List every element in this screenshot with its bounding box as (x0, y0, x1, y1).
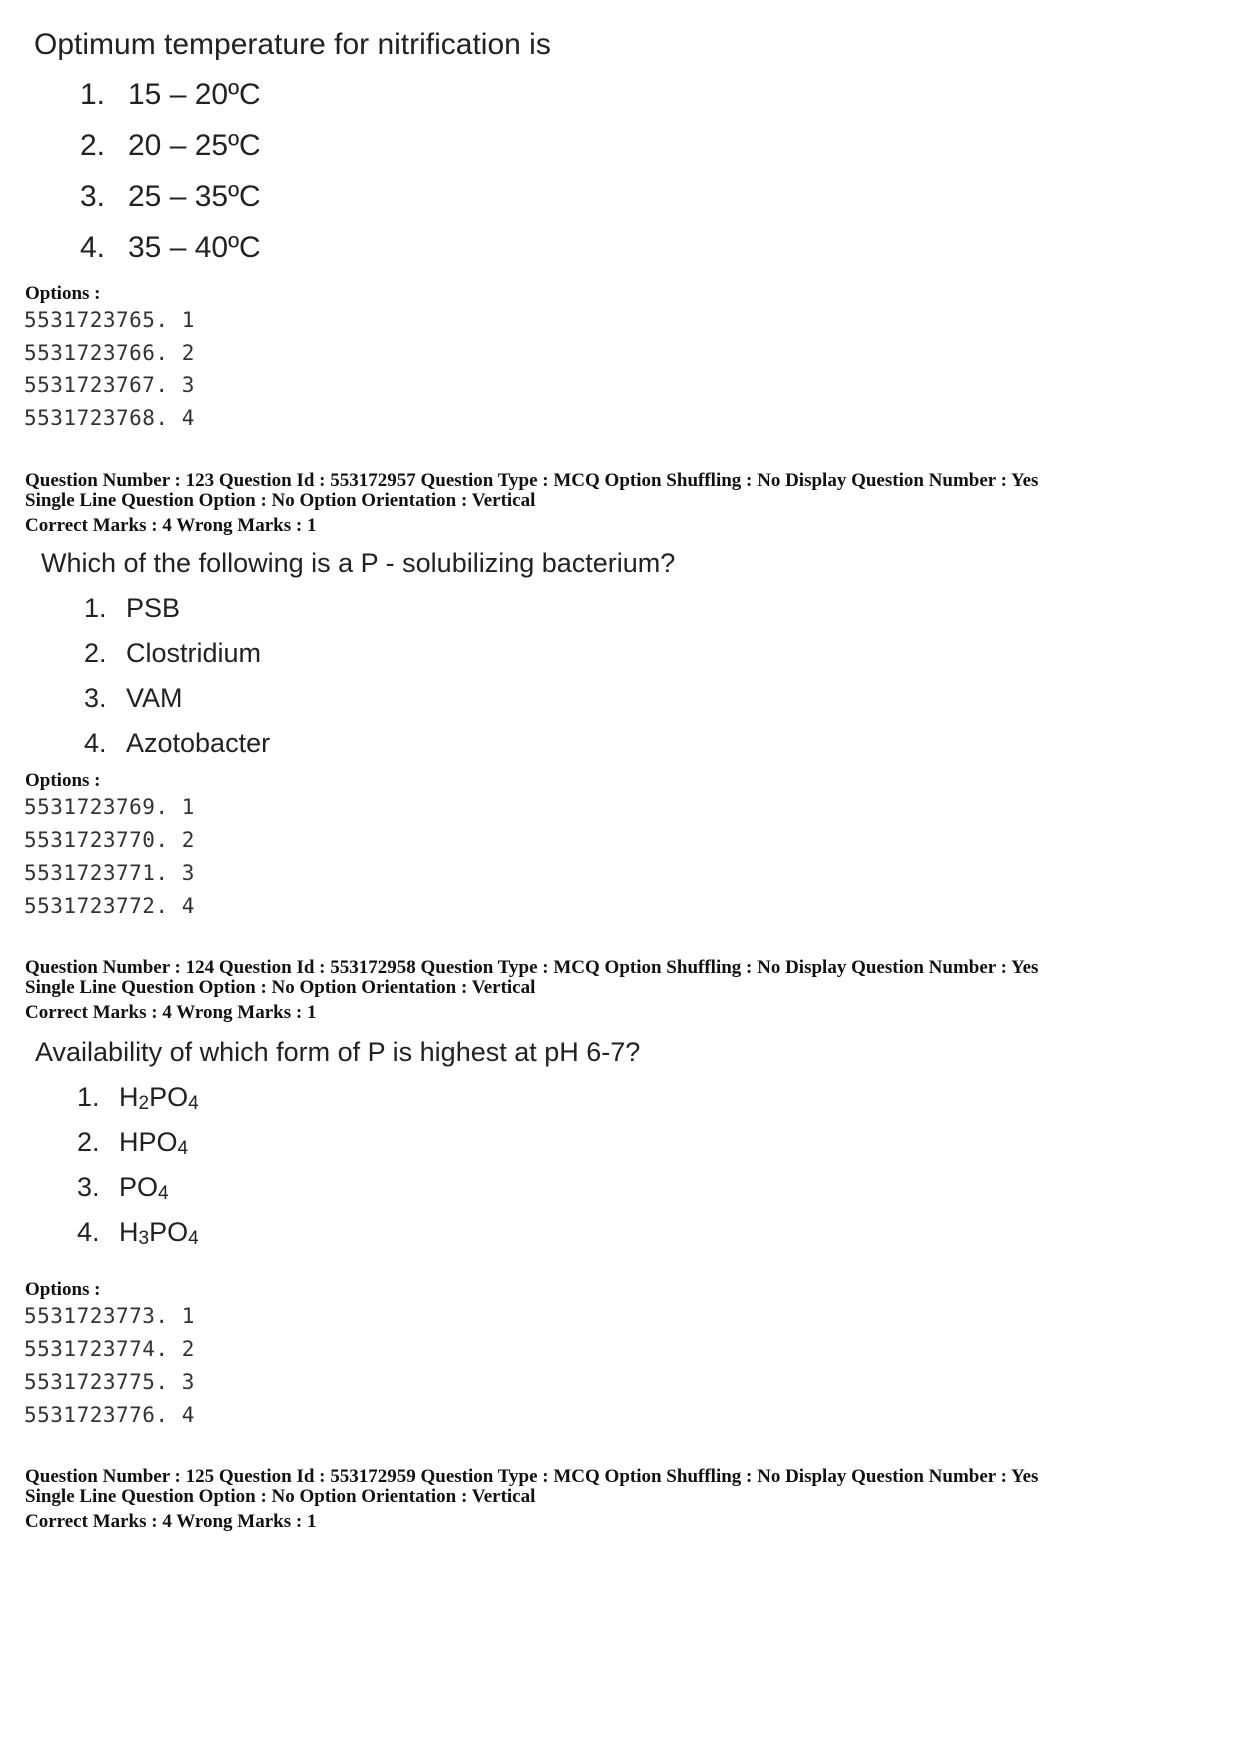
formula-part: PO (149, 1082, 189, 1112)
option-id-row: 5531723765. 1 (24, 308, 195, 332)
question-124-stem: Availability of which form of P is highest at pH 6-7? (35, 1037, 641, 1067)
formula-part: PO (149, 1217, 189, 1247)
question-125-meta-line-1: Question Number : 125 Question Id : 553172959 Question Type : MCQ Option Shuffling : No Display Question Number : Yes (25, 1466, 1039, 1487)
question-125-meta-line-2: Single Line Question Option : No Option Orientation : Vertical (25, 1486, 536, 1507)
option-id-row: 5531723771. 3 (24, 861, 195, 885)
choice-text: VAM (126, 683, 183, 713)
choice-number: 3. (80, 180, 106, 213)
option-id-row: 5531723773. 1 (24, 1304, 195, 1328)
formula-part: PO (119, 1172, 159, 1202)
choice-text: 35 – 40ºC (128, 231, 261, 264)
option-id-row: 5531723776. 4 (24, 1403, 195, 1427)
question-123-meta-line-2: Single Line Question Option : No Option Orientation : Vertical (25, 490, 536, 511)
choice-number: 1. (84, 593, 107, 623)
options-label: Options : (25, 770, 101, 791)
question-122-stem: Optimum temperature for nitrification is (34, 28, 551, 61)
question-123-choice-3 (84, 683, 183, 714)
question-125-marks: Correct Marks : 4 Wrong Marks : 1 (25, 1511, 317, 1532)
choice-number: 2. (77, 1127, 100, 1157)
option-id-row: 5531723767. 3 (24, 373, 195, 397)
choice-number: 4. (80, 231, 106, 264)
question-123-marks: Correct Marks : 4 Wrong Marks : 1 (25, 515, 317, 536)
option-id-row: 5531723766. 2 (24, 341, 195, 365)
question-122-choice-4 (80, 231, 261, 265)
question-123-choice-4 (84, 728, 270, 759)
question-122-choice-1 (80, 78, 261, 112)
question-124-choice-1 (77, 1082, 199, 1115)
choice-text: Azotobacter (126, 728, 271, 758)
question-124-choice-4 (77, 1217, 199, 1250)
choice-number: 3. (84, 683, 107, 713)
formula-part: HPO (119, 1127, 178, 1157)
option-id-row: 5531723769. 1 (24, 795, 195, 819)
choice-text: 15 – 20ºC (128, 78, 261, 111)
question-124-meta-line-2: Single Line Question Option : No Option Orientation : Vertical (25, 977, 536, 998)
question-124-marks: Correct Marks : 4 Wrong Marks : 1 (25, 1002, 317, 1023)
question-123-meta-line-1: Question Number : 123 Question Id : 553172957 Question Type : MCQ Option Shuffling : No Display Question Number : Yes (25, 470, 1039, 491)
choice-text: 25 – 35ºC (128, 180, 261, 213)
choice-text: Clostridium (126, 638, 262, 668)
formula-subscript: 4 (188, 1228, 199, 1249)
options-label: Options : (25, 283, 101, 304)
choice-number: 4. (77, 1217, 100, 1247)
option-id-row: 5531723775. 3 (24, 1370, 195, 1394)
formula-subscript: 4 (188, 1093, 199, 1114)
option-id-row: 5531723772. 4 (24, 894, 195, 918)
choice-number: 2. (80, 129, 106, 162)
formula-part: H (119, 1217, 139, 1247)
option-id-row: 5531723770. 2 (24, 828, 195, 852)
choice-text: 20 – 25ºC (128, 129, 261, 162)
choice-number: 1. (77, 1082, 100, 1112)
formula-part: H (119, 1082, 139, 1112)
question-123-stem: Which of the following is a P - solubilizing bacterium? (41, 548, 676, 578)
option-id-row: 5531723774. 2 (24, 1337, 195, 1361)
choice-number: 1. (80, 78, 106, 111)
question-123-choice-2 (84, 638, 261, 669)
choice-text: PSB (126, 593, 181, 623)
formula-subscript: 4 (158, 1183, 169, 1204)
choice-number: 2. (84, 638, 107, 668)
question-122-choice-2 (80, 129, 261, 163)
question-124-choice-2 (77, 1127, 188, 1160)
formula-subscript: 3 (138, 1228, 150, 1249)
question-122-choice-3 (80, 180, 261, 214)
formula-subscript: 4 (177, 1138, 189, 1159)
choice-number: 4. (84, 728, 107, 758)
question-124-meta-line-1: Question Number : 124 Question Id : 553172958 Question Type : MCQ Option Shuffling : No Display Question Number : Yes (25, 957, 1039, 978)
option-id-row: 5531723768. 4 (24, 406, 195, 430)
question-124-choice-3 (77, 1172, 169, 1205)
choice-number: 3. (77, 1172, 100, 1202)
question-123-choice-1 (84, 593, 180, 624)
options-label: Options : (25, 1279, 101, 1300)
formula-subscript: 2 (138, 1093, 150, 1114)
